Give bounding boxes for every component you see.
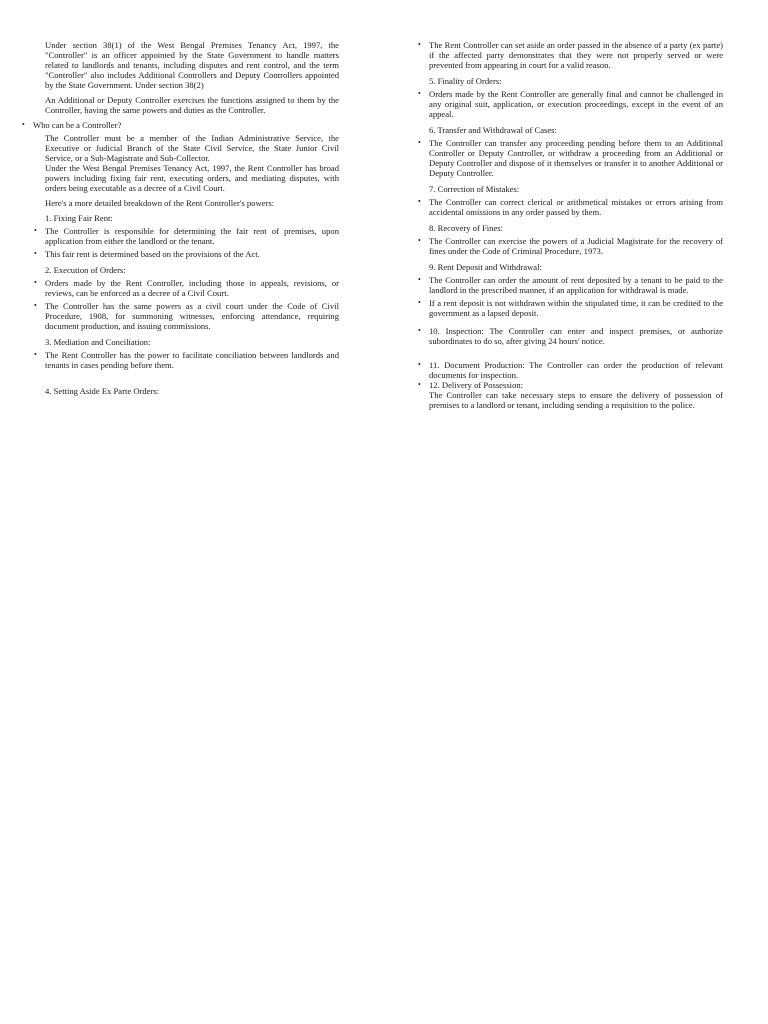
section-8-list	[429, 236, 723, 256]
section-2-heading: 2. Execution of Orders:	[45, 265, 126, 275]
section-7-heading: 7. Correction of Mistakes:	[429, 184, 520, 194]
breakdown-paragraph: Here's a more detailed breakdown of the Rent Controller's powers:	[45, 198, 275, 208]
section-11-12-list	[429, 360, 723, 390]
section-7-list	[429, 197, 723, 217]
section-9-heading: 9. Rent Deposit and Withdrawal:	[429, 262, 542, 272]
list-item: • The Controller is responsible for determining the fair rent of premises, upon application from either the landlord or the tenant.	[45, 226, 339, 246]
who-bullet-text: Who can be a Controller?	[33, 120, 122, 130]
section-3-heading: 3. Mediation and Conciliation:	[45, 337, 151, 347]
list-item: • The Controller can order the amount of rent deposited by a tenant to be paid to the landlord in the prescribed manner, if an application for withdrawal is made.	[429, 275, 723, 295]
powers-paragraph: Under the West Bengal Premises Tenancy Act, 1997, the Rent Controller has broad powers including fixing fair rent, executing orders, and mediating disputes, with orders being executable as a decree of a Civil Court.	[45, 163, 339, 193]
section-10-list	[429, 326, 723, 346]
list-item: • The Controller can exercise the powers of a Judicial Magistrate for the recovery of fines under the Code of Criminal Procedure, 1973.	[429, 236, 723, 256]
list-item: • The Controller can transfer any proceeding pending before them to an Additional Controller or Deputy Controller, or withdraw a proceeding from an Additional or Deputy Controller and dispose of it themselves or transfer it to another Additional or Deputy Controller.	[429, 138, 723, 178]
intro-paragraph: Under section 38(1) of the West Bengal Premises Tenancy Act, 1997, the "Controller" is an officer appointed by the State Government to handle matters related to landlords and tenants, including disputes and rent control, and the term "Controller" also includes Additional Controllers and Deputy Controllers appointed by the State Government. Under section 38(2)	[45, 40, 339, 90]
section-6-list	[429, 138, 723, 178]
section-1-list	[45, 226, 339, 259]
section-1-heading: 1. Fixing Fair Rent:	[45, 213, 113, 223]
list-item: • 12. Delivery of Possession:	[429, 380, 723, 390]
section-5-heading: 5. Finality of Orders:	[429, 76, 502, 86]
section-3-list	[45, 350, 339, 370]
list-item: • The Controller can correct clerical or arithmetical mistakes or errors arising from accidental omissions in any order passed by them.	[429, 197, 723, 217]
list-item: • This fair rent is determined based on the provisions of the Act.	[45, 249, 339, 259]
section-4-list	[429, 40, 723, 70]
section-5-list	[429, 89, 723, 119]
list-item: • If a rent deposit is not withdrawn within the stipulated time, it can be credited to the government as a lapsed deposit.	[429, 298, 723, 318]
section-6-heading: 6. Transfer and Withdrawal of Cases:	[429, 125, 557, 135]
list-item: • 11. Document Production: The Controller can order the production of relevant documents for inspection.	[429, 360, 723, 380]
list-item: • Orders made by the Rent Controller, including those in appeals, revisions, or reviews, can be enforced as a decree of a Civil Court.	[45, 278, 339, 298]
who-bullet	[33, 120, 339, 130]
left-column	[33, 40, 339, 399]
section-2-list	[45, 278, 339, 331]
eligibility-paragraph: The Controller must be a member of the Indian Administrative Service, the Executive or Judicial Branch of the State Civil Service, the State Junior Civil Service, or a Sub-Magistrate and Sub-Collector.	[45, 133, 339, 163]
section-4-heading: 4. Setting Aside Ex Parte Orders:	[45, 386, 160, 396]
who-bullet-list	[33, 120, 339, 130]
section-12-text: The Controller can take necessary steps to ensure the delivery of possession of premises to a landlord or tenant, including sending a requisition to the police.	[429, 390, 723, 410]
list-item: • The Rent Controller has the power to facilitate conciliation between landlords and tenants in cases pending before them.	[45, 350, 339, 370]
list-item: • The Controller has the same powers as a civil court under the Code of Civil Procedure, 1908, for summoning witnesses, enforcing attendance, requiring document production, and issuing commissions.	[45, 301, 339, 331]
section-9-list	[429, 275, 723, 318]
deputy-paragraph: An Additional or Deputy Controller exercises the functions assigned to them by the Controller, having the same powers and duties as the Controller.	[45, 95, 339, 115]
list-item: • Orders made by the Rent Controller are generally final and cannot be challenged in any original suit, application, or execution proceedings, except in the event of an appeal.	[429, 89, 723, 119]
list-item: • 10. Inspection: The Controller can enter and inspect premises, or authorize subordinates to do so, after giving 24 hours' notice.	[429, 326, 723, 346]
section-8-heading: 8. Recovery of Fines:	[429, 223, 503, 233]
list-item: • The Rent Controller can set aside an order passed in the absence of a party (ex parte) if the affected party demonstrates that they were not properly served or were prevented from appearing in court for a valid reason.	[429, 40, 723, 70]
right-column	[429, 40, 723, 410]
